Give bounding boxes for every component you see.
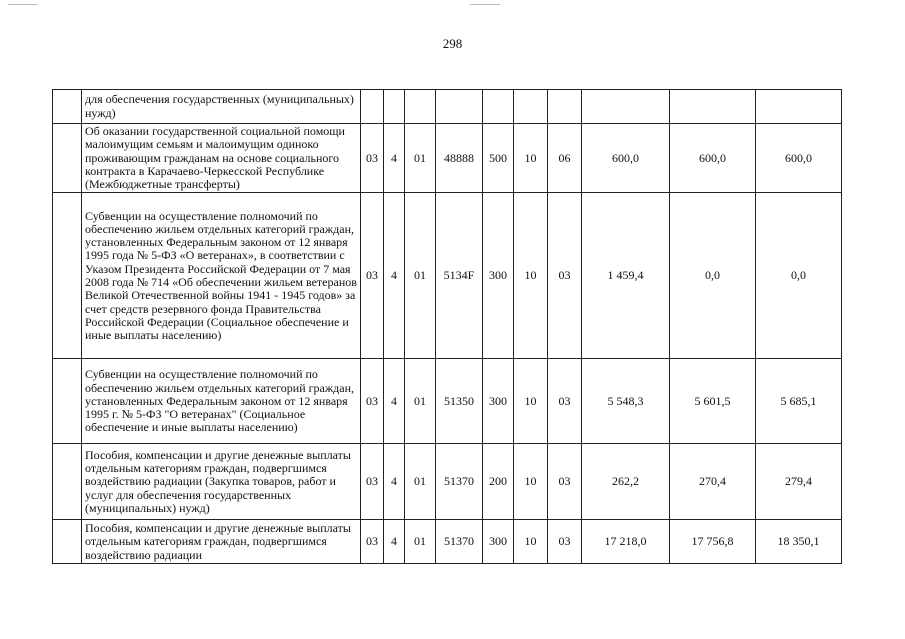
amount-cell: 5 601,5: [670, 359, 756, 444]
code-cell: 51370: [436, 520, 483, 564]
budget-table: [52, 89, 842, 564]
code-cell: 4: [384, 444, 405, 520]
row-description: Об оказании государственной социальной помощи малоимущим семьям и малоимущим одиноко проживающим гражданам на основе социального контракта в Карачаево-Черкесской Республике (Межбюджетные трансферты): [82, 124, 361, 193]
code-cell: [361, 90, 384, 124]
code-cell: 03: [361, 359, 384, 444]
code-cell: 01: [405, 444, 436, 520]
row-number-cell: [53, 193, 82, 359]
code-cell: 03: [548, 444, 582, 520]
amount-cell: 0,0: [756, 193, 842, 359]
amount-cell: 600,0: [582, 124, 670, 193]
amount-cell: 17 756,8: [670, 520, 756, 564]
code-cell: 03: [361, 520, 384, 564]
code-cell: 03: [361, 444, 384, 520]
code-cell: [514, 90, 548, 124]
row-number-cell: [53, 444, 82, 520]
table-row: [53, 193, 842, 359]
code-cell: 51350: [436, 359, 483, 444]
row-description: Пособия, компенсации и другие денежные выплаты отдельным категориям граждан, подвергшимся воздействию радиации (Закупка товаров, работ и услуг для обеспечения государственных (муниципальных) нужд): [82, 444, 361, 520]
code-cell: 10: [514, 359, 548, 444]
code-cell: 01: [405, 520, 436, 564]
table-row: [53, 359, 842, 444]
code-cell: 10: [514, 193, 548, 359]
amount-cell: 5 685,1: [756, 359, 842, 444]
amount-cell: [756, 90, 842, 124]
code-cell: 03: [548, 520, 582, 564]
code-cell: 01: [405, 124, 436, 193]
table-row: [53, 90, 842, 124]
amount-cell: 1 459,4: [582, 193, 670, 359]
row-description: Пособия, компенсации и другие денежные выплаты отдельным категориям граждан, подвергшимся воздействию радиации: [82, 520, 361, 564]
code-cell: 01: [405, 193, 436, 359]
code-cell: 4: [384, 359, 405, 444]
amount-cell: 600,0: [756, 124, 842, 193]
code-cell: [483, 90, 514, 124]
code-cell: 03: [361, 124, 384, 193]
row-description: Субвенции на осуществление полномочий по обеспечению жильем отдельных категорий граждан, установленных Федеральным законом от 12 января 1995 года № 5-ФЗ «О ветеранах», в соответствии с Указом Президента Российской Федерации от 7 мая 2008 года № 714 «Об обеспечении жильем ветеранов Великой Отечественной войны 1941 - 1945 годов» за счет средств резервного фонда Правительства Российской Федерации (Социальное обеспечение и иные выплаты населению): [82, 193, 361, 359]
code-cell: 300: [483, 520, 514, 564]
code-cell: 03: [361, 193, 384, 359]
table-body: [53, 90, 842, 564]
code-cell: [436, 90, 483, 124]
code-cell: 300: [483, 193, 514, 359]
code-cell: 300: [483, 359, 514, 444]
amount-cell: 0,0: [670, 193, 756, 359]
row-number-cell: [53, 124, 82, 193]
code-cell: 01: [405, 359, 436, 444]
code-cell: 5134F: [436, 193, 483, 359]
amount-cell: 18 350,1: [756, 520, 842, 564]
row-number-cell: [53, 90, 82, 124]
row-description: для обеспечения государственных (муниципальных) нужд): [82, 90, 361, 124]
code-cell: 4: [384, 520, 405, 564]
amount-cell: 5 548,3: [582, 359, 670, 444]
code-cell: 4: [384, 193, 405, 359]
amount-cell: [670, 90, 756, 124]
code-cell: 51370: [436, 444, 483, 520]
code-cell: 03: [548, 359, 582, 444]
code-cell: 03: [548, 193, 582, 359]
code-cell: 10: [514, 124, 548, 193]
page-number: 298: [442, 36, 463, 51]
code-cell: 48888: [436, 124, 483, 193]
code-cell: 200: [483, 444, 514, 520]
code-cell: [405, 90, 436, 124]
code-cell: 06: [548, 124, 582, 193]
amount-cell: 17 218,0: [582, 520, 670, 564]
code-cell: [548, 90, 582, 124]
row-description: Субвенции на осуществление полномочий по обеспечению жильем отдельных категорий граждан, установленных Федеральным законом от 12 января 1995 г. № 5-ФЗ "О ветеранах" (Социальное обеспечение и иные выплаты населению): [82, 359, 361, 444]
code-cell: 10: [514, 520, 548, 564]
table-row: [53, 444, 842, 520]
amount-cell: 279,4: [756, 444, 842, 520]
amount-cell: 262,2: [582, 444, 670, 520]
amount-cell: [582, 90, 670, 124]
row-number-cell: [53, 359, 82, 444]
scan-mark-top-right: [470, 4, 500, 5]
amount-cell: 270,4: [670, 444, 756, 520]
code-cell: 4: [384, 124, 405, 193]
amount-cell: 600,0: [670, 124, 756, 193]
code-cell: 500: [483, 124, 514, 193]
code-cell: 10: [514, 444, 548, 520]
table-row: [53, 124, 842, 193]
table-row: [53, 520, 842, 564]
row-number-cell: [53, 520, 82, 564]
scan-mark-top-left: [8, 4, 38, 5]
code-cell: [384, 90, 405, 124]
